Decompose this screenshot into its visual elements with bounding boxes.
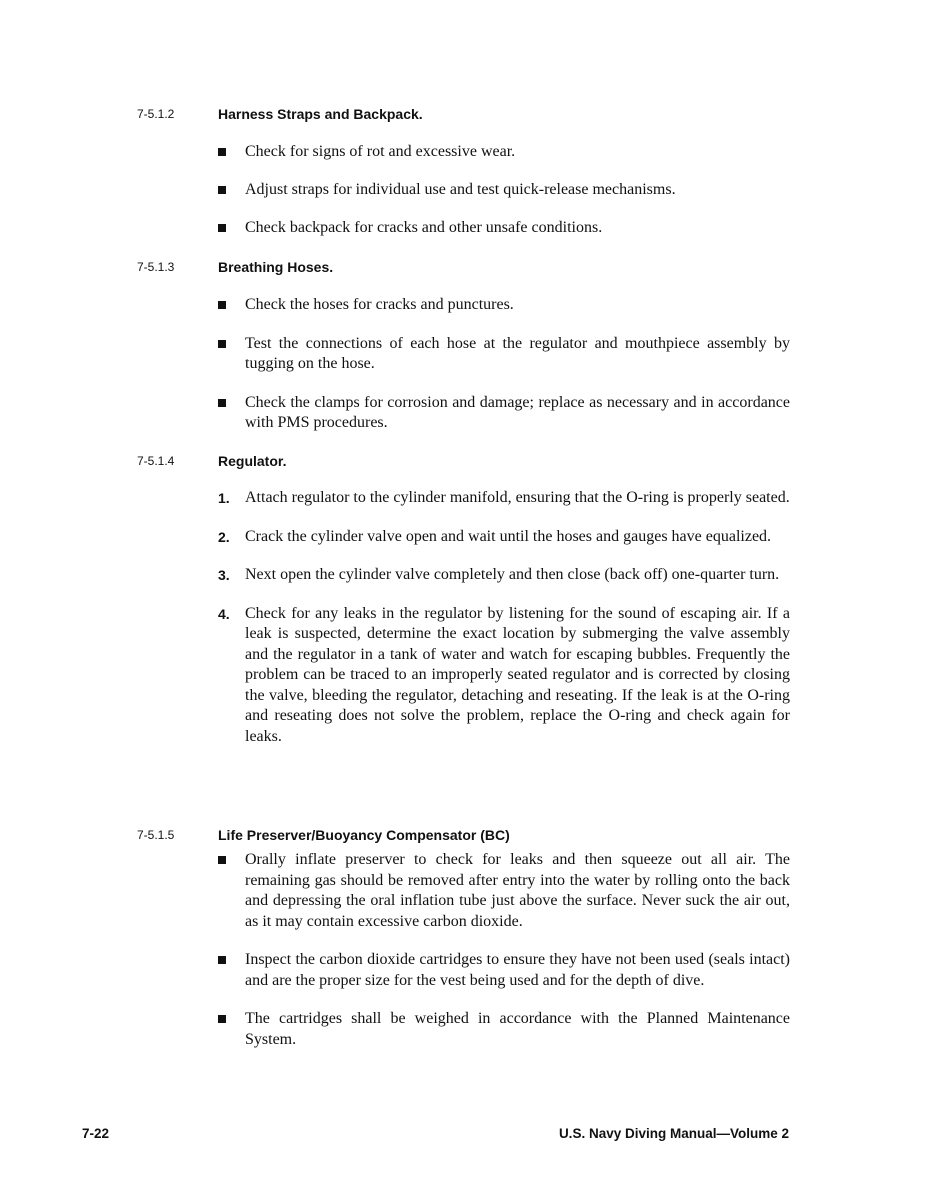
section-title: Breathing Hoses. xyxy=(218,259,334,275)
step-number: 2. xyxy=(218,528,230,545)
bullet-item xyxy=(218,850,790,932)
section-number: 7-5.1.3 xyxy=(137,260,175,274)
bullet-text: Inspect the carbon dioxide cartridges to ensure they have not been used (seals intact) and are the proper size for the vest being used and for the depth of dive. xyxy=(245,951,790,989)
section-7-5-1-4 xyxy=(0,450,926,747)
bullet-item xyxy=(218,1009,790,1050)
section-7-5-1-5 xyxy=(0,824,926,1050)
bullet-item xyxy=(218,334,790,375)
bullet-text: The cartridges shall be weighed in accordance with the Planned Maintenance System. xyxy=(245,1010,790,1048)
bullet-square-icon xyxy=(218,856,226,864)
bullet-square-icon xyxy=(218,148,226,156)
section-heading xyxy=(0,824,926,846)
bullet-item xyxy=(218,142,790,163)
bullet-square-icon xyxy=(218,399,226,407)
numbered-step xyxy=(218,488,790,509)
bullet-item xyxy=(218,218,790,239)
step-text: Crack the cylinder valve open and wait until the hoses and gauges have equalized. xyxy=(245,527,772,545)
step-number: 3. xyxy=(218,567,230,583)
numbered-step xyxy=(218,527,790,548)
section-number: 7-5.1.2 xyxy=(137,107,175,121)
section-heading xyxy=(0,256,926,278)
step-number: 4. xyxy=(218,605,230,622)
section-7-5-1-2 xyxy=(0,103,926,239)
page-number: 7-22 xyxy=(82,1126,110,1141)
bullet-item xyxy=(218,180,790,201)
bullet-text: Check backpack for cracks and other unsafe conditions. xyxy=(245,219,603,236)
bullet-item xyxy=(218,295,790,316)
bullet-item xyxy=(218,950,790,991)
bullet-square-icon xyxy=(218,301,226,309)
bullet-text: Test the connections of each hose at the regulator and mouthpiece assembly by tugging on the hose. xyxy=(245,334,790,372)
step-number: 1. xyxy=(218,490,230,506)
manual-title: U.S. Navy Diving Manual—Volume 2 xyxy=(558,1126,789,1141)
bullet-square-icon xyxy=(218,340,226,348)
bullet-square-icon xyxy=(218,224,226,232)
bullet-square-icon xyxy=(218,956,226,964)
section-title: Regulator. xyxy=(218,453,287,469)
bullet-text: Check the clamps for corrosion and damage; replace as necessary and in accordance with PMS procedures. xyxy=(245,393,790,431)
section-heading xyxy=(0,450,926,472)
bullet-text: Check the hoses for cracks and punctures. xyxy=(245,296,514,313)
section-number: 7-5.1.5 xyxy=(137,828,175,842)
bullet-item xyxy=(218,393,790,434)
bullet-text: Check for signs of rot and excessive wear. xyxy=(245,143,516,160)
section-number: 7-5.1.4 xyxy=(137,454,175,468)
section-title: Life Preserver/Buoyancy Compensator (BC) xyxy=(218,827,510,843)
numbered-step xyxy=(218,604,790,748)
section-7-5-1-3 xyxy=(0,256,926,434)
section-heading xyxy=(0,103,926,125)
numbered-step xyxy=(218,565,790,586)
bullet-square-icon xyxy=(218,1015,226,1023)
bullet-text: Adjust straps for individual use and test quick-release mechanisms. xyxy=(245,181,676,198)
section-title: Harness Straps and Backpack. xyxy=(218,106,423,122)
bullet-square-icon xyxy=(218,186,226,194)
step-text: Check for any leaks in the regulator by listening for the sound of escaping air. If a leak is suspected, determine the exact location by submerging the valve assembly and the regulator in a tank of water and watch for escaping bubbles. Frequently the problem can be traced to an improperly seated regulator and is corrected by closing the valve, bleeding the regulator, detaching and reseating. If the leak is at the O-ring and reseating does not solve the problem, replace the O-ring and check again for leaks. xyxy=(245,604,790,745)
step-text: Next open the cylinder valve completely and then close (back off) one-quarter turn. xyxy=(245,566,780,583)
bullet-text: Orally inflate preserver to check for leaks and then squeeze out all air. The remaining gas should be removed after entry into the water by rolling onto the back and depressing the oral inflation tube just above the surface. Never suck the air out, as it may contain excessive carbon dioxide. xyxy=(245,851,790,930)
step-text: Attach regulator to the cylinder manifold, ensuring that the O-ring is properly seated. xyxy=(245,489,790,506)
